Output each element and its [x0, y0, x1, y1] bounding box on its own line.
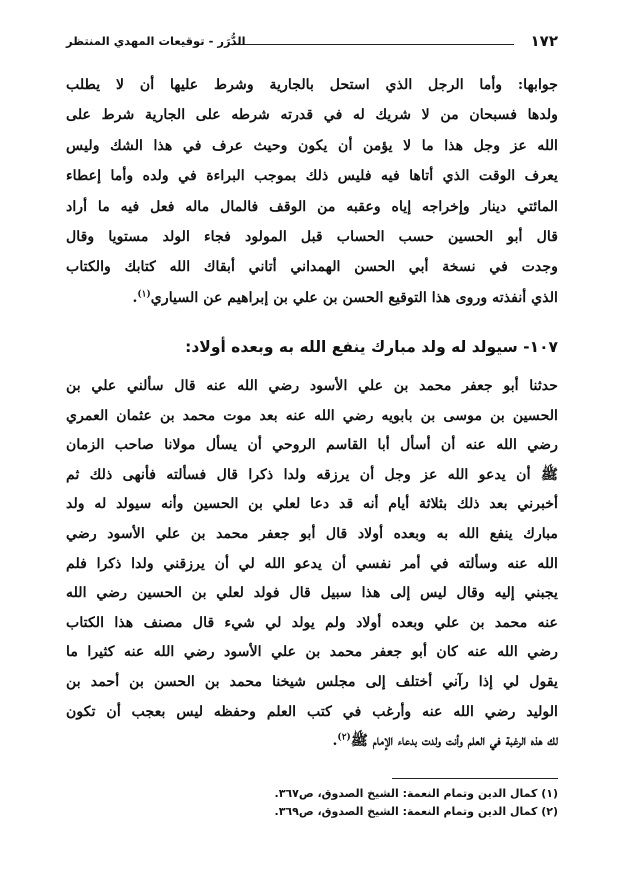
- text-line-last: [66, 283, 558, 313]
- end-mark: .: [332, 733, 338, 750]
- footnote-ref-2[interactable]: (٢): [337, 732, 351, 743]
- footnote-1: (١) كمال الدين وتمام النعمة: الشيخ الصدوق، ص٣٦٧.: [274, 787, 558, 800]
- text-line: ولدها فسبحان من لا شريك له في قدرته شرطه على الجارية شرط على: [66, 107, 558, 124]
- paragraph-1: [66, 70, 558, 313]
- text-line: الوليد رضي الله عنه وأرغب في كتب العلم وحفظه ليس بعجب أن تكون: [66, 703, 558, 720]
- text-line: وجدت في نسخة أبي الحسن الهمداني أتاني أبقاك الله كتابك والكتاب: [66, 259, 558, 276]
- text-line: الحسين بن موسى بن بابويه رضي الله عنه بعد موت محمد بن عثمان العمري: [66, 407, 558, 424]
- paragraph-answer: [66, 70, 558, 313]
- text-line: رضي الله عنه أن أسأل أبا القاسم الروحي أن يسأل مولانا صاحب الزمان: [66, 437, 558, 454]
- footnote-ref-1[interactable]: (١): [137, 289, 151, 300]
- footnotes: [66, 785, 558, 821]
- text-line: جوابها: وأما الرجل الذي استحل بالجارية وشرط عليها أن لا يطلب: [66, 77, 558, 93]
- page-number: ١٧٢: [530, 32, 558, 50]
- text-line-content: لك هذه الرغبة في العلم وأنت ولدت بدعاء الإمام ﷺ: [350, 733, 558, 750]
- text-line-last: [66, 727, 558, 757]
- text-line: يقول لي إذا رآني أختلف إلى مجلس شيخنا محمد بن الحسن بن أحمد بن: [66, 673, 558, 690]
- footnote-2: (٢) كمال الدين وتمام النعمة: الشيخ الصدوق، ص٣٦٩.: [274, 805, 558, 818]
- text-line-content: الذي أنفذته وروى هذا التوقيع الحسن بن علي بن إبراهيم عن السياري: [150, 289, 558, 306]
- text-line: الله عز وجل هذا ما لا يؤمن أن يكون وحيث عرف في هذا الشك وليس: [66, 137, 558, 154]
- text-line: مبارك ينفع الله به وبعده أولاد قال أبو جعفر محمد بن علي الأسود رضي: [66, 525, 558, 542]
- footnote-rule: [392, 778, 558, 779]
- header-rule: [228, 44, 514, 45]
- running-header: [66, 28, 558, 58]
- text-line: قال أبو الحسين حسب الحساب قبل المولود فجاء الولد مستويا وقال: [66, 229, 558, 246]
- text-line: المائتي دينار وإخراجه إياه وعقبه من الوقف فالمال ماله فعل فيه ما أراد: [66, 198, 558, 215]
- end-mark: .: [132, 289, 138, 306]
- running-title: الدُّرَر - توقيعات المهدي المنتظر: [66, 34, 246, 48]
- text-line: عنه محمد بن علي وبعده أولاد ولم يولد لي شيء قال مصنف هذا الكتاب: [66, 614, 558, 631]
- text-line: الله عنه وسألته في أمر نفسي أن يدعو الله لي أن يرزقني ولدا ذكرا فلم: [66, 555, 558, 572]
- paragraph-2: [66, 372, 558, 757]
- text-line: رضي الله عنه كان أبو جعفر محمد بن علي الأسود رضي الله عنه كثيرا ما: [66, 644, 558, 661]
- section-heading: ١٠٧- سيولد له ولد مبارك ينفع الله به وبعده أولاد:: [185, 338, 558, 356]
- text-line: يجبني إليه وقال ليس إلى هذا سبيل قال فولد لعلي بن الحسين رضي الله: [66, 585, 558, 602]
- text-line: حدثنا أبو جعفر محمد بن علي الأسود رضي الله عنه قال سألني علي بن: [66, 378, 558, 394]
- text-line: أخبرني بعد ذلك بثلاثة أيام أنه قد دعا لعلي بن الحسين وأنه سيولد له ولد: [66, 496, 558, 513]
- text-line: ﷺ أن يدعو الله عز وجل أن يرزقه ولدا ذكرا قال فسألته فأنهى ذلك ثم: [66, 466, 558, 483]
- text-line: يعرف الوقت الذي أتاها فيه فليس ذلك بموجب البراءة في ولده وأما إعطاء: [66, 168, 558, 185]
